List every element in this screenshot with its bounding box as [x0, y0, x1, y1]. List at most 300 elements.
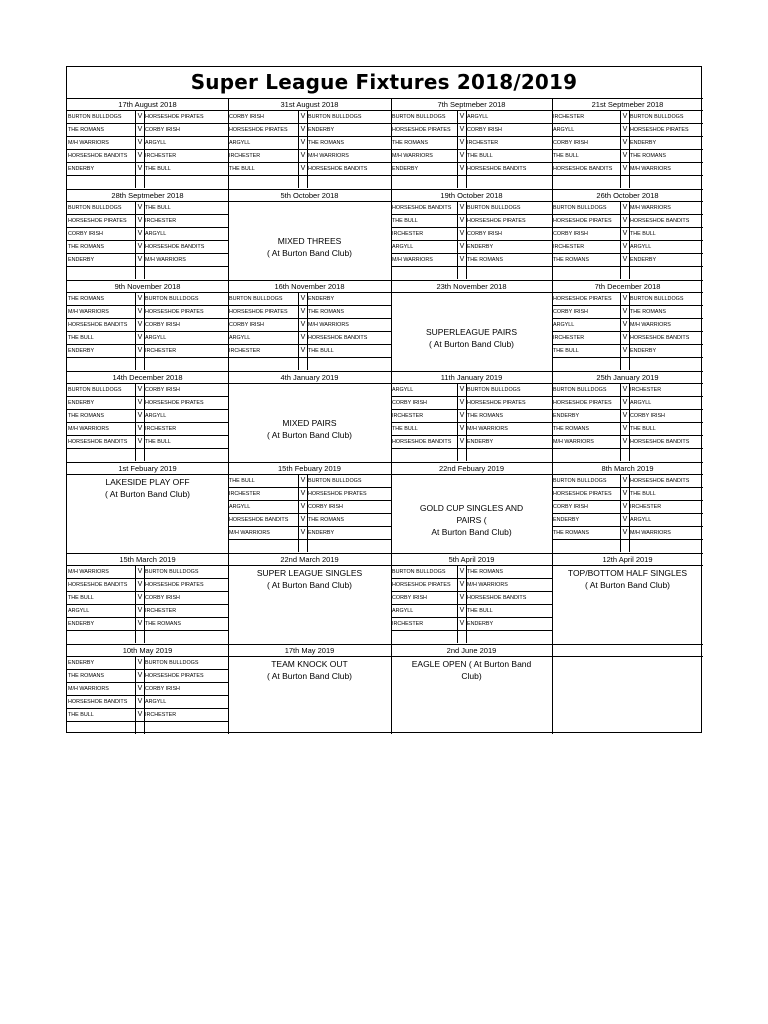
home-team: THE BULL [229, 166, 255, 172]
home-team: ARGYLL [553, 322, 575, 328]
home-team: IRCHESTER [553, 114, 585, 120]
event-line: ( At Burton Band Club) [266, 580, 353, 590]
fixture-block [552, 644, 703, 735]
home-team: BURTON BULLDOGS [392, 114, 446, 120]
home-team: HORSESHOE PIRATES [553, 296, 612, 302]
home-team: M/H WARRIORS [229, 530, 270, 536]
away-team: THE ROMANS [467, 413, 503, 419]
versus-label: V [457, 215, 467, 227]
versus-label: V [135, 670, 145, 682]
away-team: HORSESHOE BANDITS [467, 166, 527, 172]
away-team: BURTON BULLDOGS [467, 387, 521, 393]
event-note [391, 502, 552, 538]
fixture-row [228, 332, 391, 345]
home-team: IRCHESTER [553, 335, 585, 341]
home-team: ENDERBY [553, 517, 580, 523]
versus-label: V [620, 137, 630, 149]
fixture-block [552, 98, 703, 189]
away-team: ARGYLL [145, 231, 167, 237]
away-team: CORBY IRISH [145, 595, 180, 601]
fixture-row [391, 384, 552, 397]
versus-label: V [620, 111, 630, 123]
versus-label: V [457, 436, 467, 448]
column-divider [391, 98, 392, 734]
fixture-row [67, 124, 228, 137]
away-team: THE BULL [467, 608, 493, 614]
away-team: ARGYLL [630, 517, 652, 523]
fixture-date: 11th January 2019 [391, 371, 552, 384]
versus-divider [135, 267, 145, 279]
fixture-row [391, 423, 552, 436]
event-line: LAKESIDE PLAY OFF [105, 477, 190, 487]
fixture-date: 21st Septmeber 2018 [552, 98, 703, 111]
versus-label: V [135, 137, 145, 149]
home-team: BURTON BULLDOGS [392, 569, 446, 575]
fixture-row [391, 566, 552, 579]
event-line: Club) [461, 671, 482, 681]
home-team: HORSESHOE BANDITS [68, 153, 128, 159]
versus-divider [135, 631, 145, 643]
fixture-block [552, 280, 703, 371]
fixture-row [391, 111, 552, 124]
fixture-date: 22nd Febuary 2019 [391, 462, 552, 475]
fixture-row [67, 163, 228, 176]
versus-divider [135, 722, 145, 734]
away-team: CORBY IRISH [145, 127, 180, 133]
home-team: THE BULL [553, 348, 579, 354]
home-team: CORBY IRISH [553, 231, 588, 237]
fixture-row [67, 436, 228, 449]
fixture-date: 15th Febuary 2019 [228, 462, 391, 475]
event-note [228, 658, 391, 682]
fixture-block [67, 98, 228, 189]
home-team: HORSESHOE PIRATES [229, 309, 288, 315]
away-team: IRCHESTER [630, 504, 662, 510]
versus-label: V [135, 605, 145, 617]
versus-label: V [457, 228, 467, 240]
fixture-block [552, 553, 703, 644]
fixture-row [67, 410, 228, 423]
away-team: CORBY IRISH [467, 231, 502, 237]
fixture-row [391, 436, 552, 449]
versus-label: V [135, 696, 145, 708]
versus-label: V [457, 124, 467, 136]
versus-label: V [135, 254, 145, 266]
fixture-row [67, 150, 228, 163]
home-team: IRCHESTER [553, 244, 585, 250]
fixture-row [67, 332, 228, 345]
home-team: ARGYLL [392, 244, 414, 250]
away-team: ENDERBY [308, 127, 335, 133]
versus-label: V [298, 501, 308, 513]
event-line: ( At Burton Band Club) [428, 339, 515, 349]
home-team: ENDERBY [68, 621, 95, 627]
versus-label: V [298, 124, 308, 136]
fixture-row [552, 150, 703, 163]
home-team: CORBY IRISH [68, 231, 103, 237]
away-team: ARGYLL [630, 400, 652, 406]
home-team: THE BULL [392, 426, 418, 432]
versus-divider [298, 176, 308, 188]
away-team: M/H WARRIORS [308, 153, 349, 159]
fixture-row [391, 215, 552, 228]
fixture-date: 23th November 2018 [391, 280, 552, 293]
away-team: IRCHESTER [145, 218, 177, 224]
home-team: CORBY IRISH [553, 309, 588, 315]
versus-label: V [135, 163, 145, 175]
fixture-row [228, 111, 391, 124]
fixture-block [228, 644, 391, 735]
fixture-row [391, 124, 552, 137]
fixture-row [391, 137, 552, 150]
fixture-row [67, 566, 228, 579]
home-team: HORSESHOE PIRATES [553, 218, 612, 224]
home-team: HORSESHOE BANDITS [68, 322, 128, 328]
event-line: SUPERLEAGUE PAIRS [425, 327, 517, 337]
fixture-row [228, 345, 391, 358]
away-team: ARGYLL [145, 699, 167, 705]
away-team: CORBY IRISH [145, 387, 180, 393]
home-team: THE BULL [68, 335, 94, 341]
home-team: ENDERBY [68, 660, 95, 666]
away-team: ARGYLL [630, 244, 652, 250]
event-note [67, 476, 228, 500]
away-team: IRCHESTER [630, 387, 662, 393]
home-team: HORSESHOE BANDITS [68, 439, 128, 445]
fixture-row [228, 488, 391, 501]
fixture-row [552, 345, 703, 358]
fixture-row [67, 345, 228, 358]
versus-label: V [620, 384, 630, 396]
fixture-block [228, 280, 391, 371]
home-team: HORSESHOE PIRATES [392, 582, 451, 588]
home-team: HORSESHOE BANDITS [229, 517, 289, 523]
fixture-date: 14th December 2018 [67, 371, 228, 384]
fixture-row [67, 579, 228, 592]
fixture-row [552, 163, 703, 176]
fixture-block [228, 189, 391, 280]
fixture-row [552, 124, 703, 137]
home-team: BURTON BULLDOGS [229, 296, 283, 302]
home-team: CORBY IRISH [553, 140, 588, 146]
home-team: ENDERBY [68, 348, 95, 354]
versus-label: V [620, 501, 630, 513]
away-team: HORSESHOE PIRATES [145, 309, 204, 315]
home-team: CORBY IRISH [229, 322, 264, 328]
home-team: BURTON BULLDOGS [68, 205, 122, 211]
fixture-date: 26th October 2018 [552, 189, 703, 202]
fixture-row [228, 293, 391, 306]
versus-label: V [620, 410, 630, 422]
fixture-date: 8th March 2019 [552, 462, 703, 475]
home-team: THE ROMANS [553, 530, 589, 536]
fixture-block [391, 371, 552, 462]
fixture-block [391, 189, 552, 280]
fixture-date: 28th Septmeber 2018 [67, 189, 228, 202]
versus-divider [620, 449, 630, 461]
home-team: THE ROMANS [68, 127, 104, 133]
versus-divider [457, 449, 467, 461]
fixture-row [552, 423, 703, 436]
home-team: THE ROMANS [68, 244, 104, 250]
versus-label: V [620, 527, 630, 539]
versus-label: V [135, 319, 145, 331]
versus-label: V [457, 592, 467, 604]
event-line: MIXED THREES [277, 236, 342, 246]
event-note [228, 567, 391, 591]
fixture-row-empty [391, 631, 552, 644]
fixture-row-empty [228, 176, 391, 189]
away-team: BURTON BULLDOGS [145, 296, 199, 302]
versus-label: V [620, 345, 630, 357]
fixture-block [67, 371, 228, 462]
away-team: IRCHESTER [145, 608, 177, 614]
home-team: THE BULL [68, 712, 94, 718]
fixture-block [391, 644, 552, 735]
fixture-block [67, 553, 228, 644]
away-team: BURTON BULLDOGS [145, 569, 199, 575]
away-team: ENDERBY [467, 621, 494, 627]
away-team: IRCHESTER [145, 348, 177, 354]
event-line: ( At Burton Band Club) [584, 580, 671, 590]
fixture-row [391, 228, 552, 241]
event-line: TOP/BOTTOM HALF SINGLES [567, 568, 688, 578]
home-team: THE ROMANS [68, 296, 104, 302]
event-note [552, 567, 703, 591]
fixture-row [67, 254, 228, 267]
fixture-date: 7th December 2018 [552, 280, 703, 293]
home-team: M/H WARRIORS [68, 309, 109, 315]
fixture-row [391, 397, 552, 410]
home-team: IRCHESTER [229, 491, 261, 497]
versus-label: V [135, 202, 145, 214]
home-team: BURTON BULLDOGS [553, 478, 607, 484]
away-team: CORBY IRISH [308, 504, 343, 510]
away-team: HORSESHOE BANDITS [467, 595, 527, 601]
fixture-block [228, 98, 391, 189]
fixture-row [67, 202, 228, 215]
versus-label: V [620, 306, 630, 318]
home-team: THE ROMANS [68, 673, 104, 679]
fixture-row [67, 319, 228, 332]
away-team: THE ROMANS [308, 517, 344, 523]
away-team: HORSESHOE PIRATES [467, 218, 526, 224]
versus-label: V [135, 683, 145, 695]
home-team: BURTON BULLDOGS [553, 205, 607, 211]
fixture-block [228, 462, 391, 553]
fixture-row [391, 410, 552, 423]
fixture-row-empty [391, 267, 552, 280]
away-team: HORSESHOE BANDITS [308, 335, 368, 341]
event-note [391, 326, 552, 350]
fixture-row [67, 215, 228, 228]
fixture-row [228, 137, 391, 150]
versus-label: V [135, 293, 145, 305]
versus-label: V [135, 709, 145, 721]
home-team: M/H WARRIORS [68, 569, 109, 575]
away-team: ENDERBY [467, 439, 494, 445]
fixture-row [228, 124, 391, 137]
versus-label: V [135, 566, 145, 578]
versus-label: V [298, 345, 308, 357]
home-team: ENDERBY [392, 166, 419, 172]
away-team: ENDERBY [467, 244, 494, 250]
home-team: BURTON BULLDOGS [68, 114, 122, 120]
versus-label: V [620, 475, 630, 487]
away-team: THE ROMANS [308, 140, 344, 146]
versus-label: V [135, 124, 145, 136]
away-team: IRCHESTER [145, 153, 177, 159]
away-team: THE BULL [145, 439, 171, 445]
away-team: BURTON BULLDOGS [630, 114, 684, 120]
away-team: HORSESHOE PIRATES [308, 491, 367, 497]
event-note [391, 658, 552, 682]
versus-label: V [135, 150, 145, 162]
away-team: HORSESHOE PIRATES [145, 673, 204, 679]
versus-label: V [135, 397, 145, 409]
fixture-row [67, 397, 228, 410]
fixture-row-empty [67, 358, 228, 371]
fixture-row [552, 475, 703, 488]
versus-label: V [135, 228, 145, 240]
fixture-block [552, 462, 703, 553]
versus-label: V [620, 436, 630, 448]
versus-label: V [620, 319, 630, 331]
home-team: THE ROMANS [392, 140, 428, 146]
fixture-row [228, 527, 391, 540]
away-team: THE ROMANS [145, 621, 181, 627]
away-team: THE BULL [630, 231, 656, 237]
fixture-date: 2nd June 2019 [391, 644, 552, 657]
away-team: ENDERBY [630, 140, 657, 146]
away-team: HORSESHOE PIRATES [145, 582, 204, 588]
home-team: HORSESHOE PIRATES [553, 400, 612, 406]
fixture-row [67, 423, 228, 436]
versus-label: V [620, 163, 630, 175]
away-team: IRCHESTER [145, 712, 177, 718]
versus-label: V [457, 579, 467, 591]
fixture-row [67, 605, 228, 618]
away-team: THE BULL [308, 348, 334, 354]
fixture-date: 12th April 2019 [552, 553, 703, 566]
versus-label: V [298, 293, 308, 305]
fixture-row [552, 436, 703, 449]
versus-label: V [620, 397, 630, 409]
away-team: THE ROMANS [467, 257, 503, 263]
fixture-row [228, 150, 391, 163]
fixture-row-empty [67, 449, 228, 462]
versus-label: V [135, 111, 145, 123]
versus-label: V [620, 488, 630, 500]
versus-divider [620, 540, 630, 552]
fixture-row [67, 618, 228, 631]
fixture-row [67, 683, 228, 696]
event-line: MIXED PAIRS [282, 418, 337, 428]
fixture-row [552, 306, 703, 319]
fixture-row-empty [391, 176, 552, 189]
fixture-row-empty [552, 267, 703, 280]
versus-label: V [298, 163, 308, 175]
away-team: HORSESHOE BANDITS [308, 166, 368, 172]
fixture-date: 16th November 2018 [228, 280, 391, 293]
versus-divider [457, 267, 467, 279]
versus-label: V [620, 202, 630, 214]
away-team: CORBY IRISH [145, 322, 180, 328]
versus-divider [457, 631, 467, 643]
away-team: THE ROMANS [630, 309, 666, 315]
fixture-row [228, 475, 391, 488]
home-team: M/H WARRIORS [553, 439, 594, 445]
home-team: ARGYLL [392, 608, 414, 614]
versus-label: V [457, 137, 467, 149]
event-note [228, 417, 391, 441]
away-team: ENDERBY [630, 257, 657, 263]
fixture-row [391, 254, 552, 267]
fixture-row [552, 397, 703, 410]
event-line: PAIRS ( [456, 515, 487, 525]
away-team: CORBY IRISH [467, 127, 502, 133]
fixture-row [391, 202, 552, 215]
home-team: HORSESHOE PIRATES [392, 127, 451, 133]
home-team: M/H WARRIORS [68, 140, 109, 146]
versus-divider [620, 358, 630, 370]
home-team: THE BULL [68, 595, 94, 601]
fixture-block [391, 553, 552, 644]
fixture-row [552, 488, 703, 501]
versus-label: V [457, 410, 467, 422]
fixture-row-empty [67, 631, 228, 644]
away-team: BURTON BULLDOGS [308, 114, 362, 120]
away-team: ENDERBY [630, 348, 657, 354]
home-team: IRCHESTER [229, 153, 261, 159]
column-divider [552, 98, 553, 734]
away-team: ENDERBY [308, 530, 335, 536]
fixture-block [552, 189, 703, 280]
home-team: HORSESHOE PIRATES [553, 491, 612, 497]
event-line: GOLD CUP SINGLES AND [419, 503, 524, 513]
away-team: HORSESHOE PIRATES [630, 127, 689, 133]
away-team: HORSESHOE BANDITS [630, 478, 690, 484]
home-team: CORBY IRISH [553, 504, 588, 510]
versus-label: V [620, 124, 630, 136]
versus-label: V [457, 254, 467, 266]
fixture-row [67, 670, 228, 683]
fixture-row [552, 319, 703, 332]
fixture-row [67, 709, 228, 722]
fixture-date: 1st Febuary 2019 [67, 462, 228, 475]
versus-label: V [457, 566, 467, 578]
fixture-row [67, 228, 228, 241]
versus-divider [298, 358, 308, 370]
versus-label: V [620, 215, 630, 227]
fixture-row [228, 319, 391, 332]
fixture-row-empty [67, 176, 228, 189]
versus-label: V [620, 254, 630, 266]
home-team: ARGYLL [553, 127, 575, 133]
event-line: EAGLE OPEN ( At Burton Band [411, 659, 532, 669]
versus-divider [135, 176, 145, 188]
fixture-row [552, 241, 703, 254]
versus-label: V [135, 618, 145, 630]
fixture-block [67, 189, 228, 280]
fixture-row [67, 384, 228, 397]
home-team: HORSESHOE PIRATES [68, 218, 127, 224]
versus-label: V [135, 423, 145, 435]
home-team: IRCHESTER [392, 231, 424, 237]
event-line: TEAM KNOCK OUT [271, 659, 348, 669]
away-team: THE BULL [145, 166, 171, 172]
versus-label: V [620, 150, 630, 162]
